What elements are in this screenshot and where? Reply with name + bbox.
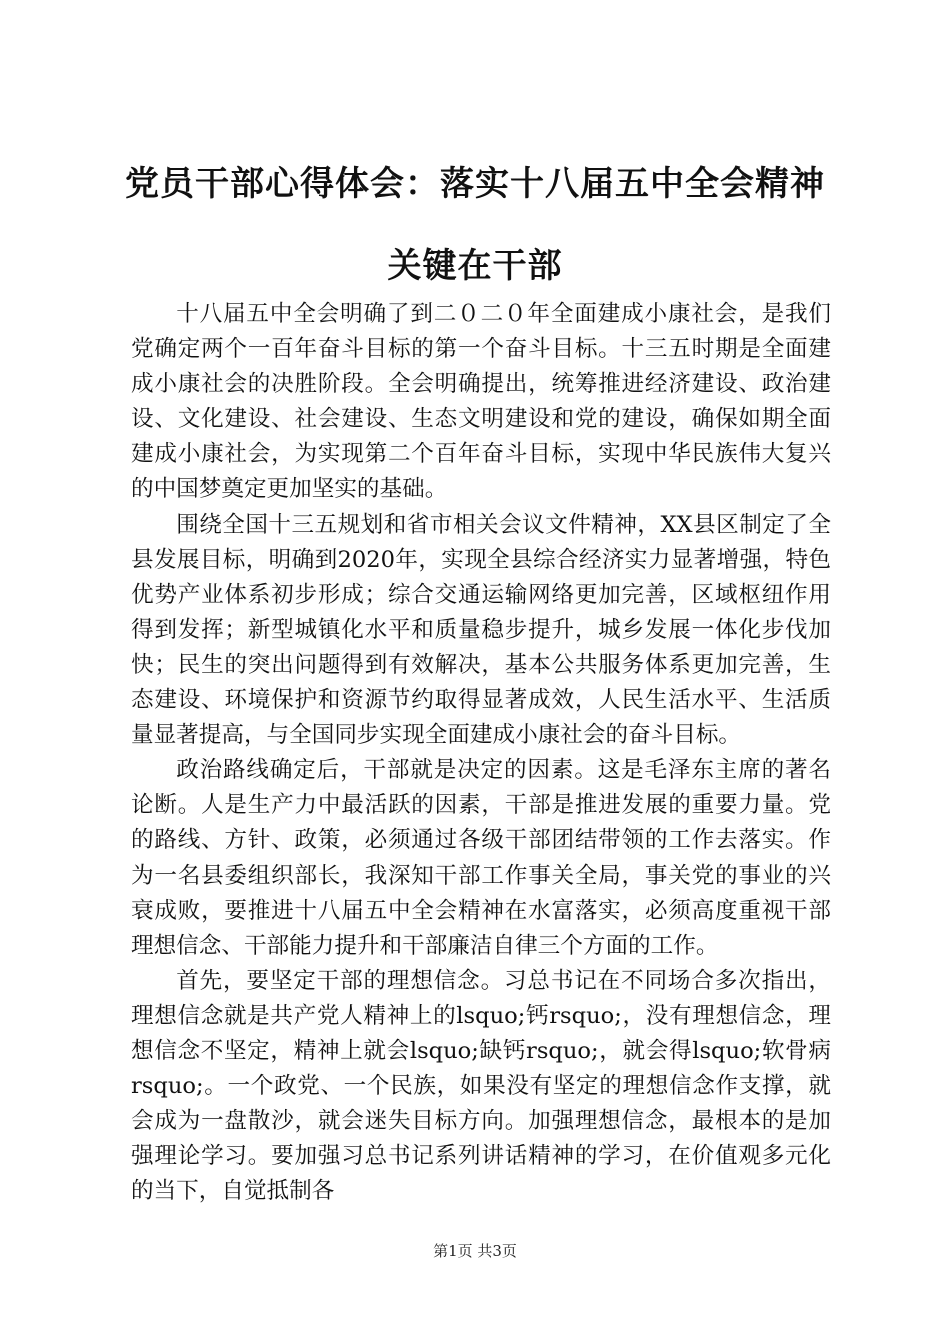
document-title-line-1: 党员干部心得体会：落实十八届五中全会精神	[125, 164, 825, 204]
document-body	[131, 297, 831, 1209]
paragraph-3: 政治路线确定后，干部就是决定的因素。这是毛泽东主席的著名论断。人是生产力中最活跃的因素，干部是推进发展的重要力量。党的路线、方针、政策，必须通过各级干部团结带领的工作去落实。作为一名县委组织部长，我深知干部工作事关全局，事关党的事业的兴衰成败，要推进十八届五中全会精神在水富落实，必须高度重视干部理想信念、干部能力提升和干部廉洁自律三个方面的工作。	[131, 757, 831, 959]
paragraph-1: 十八届五中全会明确了到二０二０年全面建成小康社会，是我们党确定两个一百年奋斗目标的第一个奋斗目标。十三五时期是全面建成小康社会的决胜阶段。全会明确提出，统筹推进经济建设、政治建设、文化建设、社会建设、生态文明建设和党的建设，确保如期全面建成小康社会，为实现第二个百年奋斗目标，实现中华民族伟大复兴的中国梦奠定更加坚实的基础。	[131, 301, 831, 503]
paragraph-4: 首先，要坚定干部的理想信念。习总书记在不同场合多次指出，理想信念就是共产党人精神上的lsquo;钙rsquo;，没有理想信念，理想信念不坚定，精神上就会lsquo;缺钙rsquo;，就会得lsquo;软骨病rsquo;。一个政党、一个民族，如果没有坚定的理想信念作支撑，就会成为一盘散沙，就会迷失目标方向。加强理想信念，最根本的是加强理论学习。要加强习总书记系列讲话精神的学习，在价值观多元化的当下，自觉抵制各	[131, 967, 831, 1205]
document-title-line-2: 关键在干部	[387, 246, 563, 286]
page-number-footer: 第1页 共3页	[433, 1242, 517, 1260]
paragraph-2: 围绕全国十三五规划和省市相关会议文件精神，XX县区制定了全县发展目标，明确到2020年，实现全县综合经济实力显著增强，特色优势产业体系初步形成；综合交通运输网络更加完善，区域枢纽作用得到发挥；新型城镇化水平和质量稳步提升，城乡发展一体化步伐加快；民生的突出问题得到有效解决，基本公共服务体系更加完善，生态建设、环境保护和资源节约取得显著成效，人民生活水平、生活质量显著提高，与全国同步实现全面建成小康社会的奋斗目标。	[131, 511, 831, 749]
